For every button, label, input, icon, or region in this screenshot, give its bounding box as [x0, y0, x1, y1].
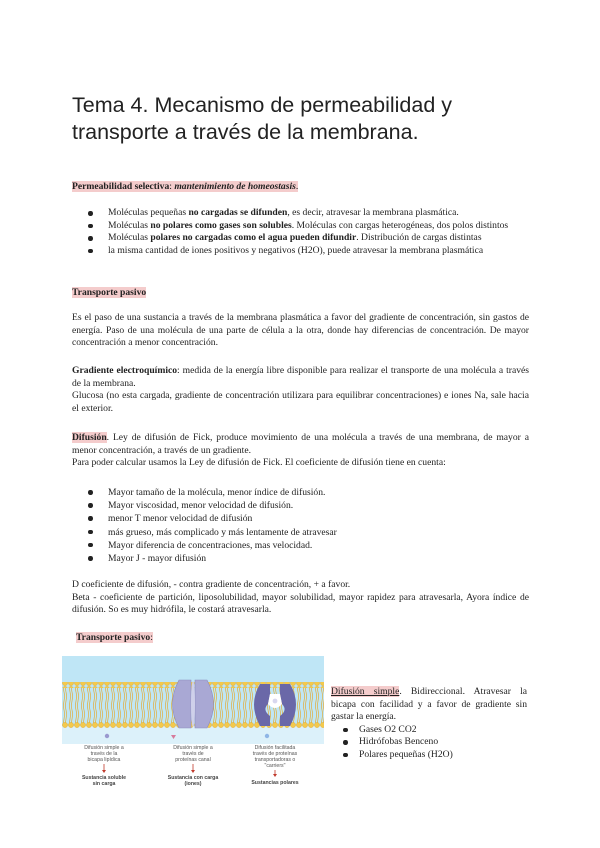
- fig-label: bicapa lipídica: [87, 757, 121, 763]
- fig-label: proteínas canal: [175, 757, 211, 763]
- list-item: Mayor tamaño de la molécula, menor índice de difusión.: [76, 486, 529, 499]
- difusion-paragraph: Difusión. Ley de difusión de Fick, produce movimiento de una molécula a través de una membrana, de mayor a menor concentración, a través de un gradiente. Para poder calcular usamos la Ley de difusión de Fick. El coeficiente de difusión tiene en cuenta:: [72, 432, 529, 469]
- solute-molecule: [105, 734, 109, 738]
- difusion-simple-term: Difusión simple: [331, 686, 400, 697]
- list-item: Polares pequeñas (H2O): [331, 749, 527, 762]
- section-heading-transporte-pasivo-2: Transporte pasivo:: [76, 632, 153, 643]
- list-item: más grueso, más complicado y más lentamente de atravesar: [76, 526, 529, 539]
- fig-label: "carriers": [264, 763, 286, 769]
- fig-label: Difusión simple a: [173, 745, 213, 751]
- membrane-transport-figure: [62, 656, 324, 814]
- list-item: Moléculas no polares como gases son solubles. Moléculas con cargas heterogéneas, dos polos distintos: [76, 220, 529, 233]
- selectiva-list: [76, 207, 529, 257]
- fig-label: Sustancia con carga: [167, 775, 219, 781]
- fig-label: transportadoras o: [254, 757, 296, 763]
- list-item: la misma cantidad de iones positivos y negativos (H2O), puede atravesar la membrana plasmática: [76, 245, 529, 258]
- gradiente-paragraph: Gradiente electroquímico: medida de la energía libre disponible para realizar el transporte de una molécula a través de la membrana. Glucosa (no esta cargada, gradiente de concentración utilizara para equilibrar concentraciones) e iones Na, sale hacia el exterior.: [72, 365, 529, 414]
- transporte-pasivo-paragraph: Es el paso de una sustancia a través de la membrana plasmática a favor del gradiente de concentración, sin gastos de energía. Paso de una molécula de una parte de célula a la otra, donde hay diferencias de concentración. De mayor concentración a menor concentración.: [72, 312, 529, 349]
- polar-molecule: [265, 734, 269, 738]
- list-item: Gases O2 CO2: [331, 724, 527, 737]
- gradiente-term: Gradiente electroquímico: [72, 365, 178, 376]
- list-item: Hidrófobas Benceno: [331, 736, 527, 749]
- section-heading-transporte-pasivo: Transporte pasivo: [72, 287, 147, 298]
- list-item: Mayor J - mayor difusión: [76, 552, 529, 565]
- list-item: menor T menor velocidad de difusión: [76, 512, 529, 525]
- fig-label: (iones): [184, 781, 202, 787]
- difusion-term: Difusión: [72, 432, 107, 443]
- fig-label: través de: [182, 751, 204, 757]
- fig-label: Difusión facilitada: [254, 745, 296, 751]
- fig-label: Sustancias polares: [251, 780, 299, 786]
- difusion-simple-list: [331, 724, 527, 762]
- fig-label: Sustancia soluble: [81, 775, 127, 781]
- section-heading-selectiva: Permeabilidad selectiva: mantenimiento de homeostasis.: [72, 181, 299, 192]
- list-item: Moléculas polares no cargadas como el agua pueden difundir. Distribución de cargas distintas: [76, 232, 529, 245]
- list-item: Mayor viscosidad, menor velocidad de difusión.: [76, 499, 529, 512]
- channel-protein: [173, 680, 214, 728]
- fig-label: sin carga: [92, 781, 116, 787]
- difusion-simple-paragraph: Difusión simple. Bidireccional. Atravesar la bicapa con facilidad y a favor de gradiente sin gastar la energía.: [331, 686, 527, 723]
- difusion-notes: D coeficiente de difusión, - contra gradiente de concentración, + a favor. Beta - coeficiente de partición, liposolubilidad, mayor solubilidad, mayor rapidez para atravesarla, Ayora índice de difusión. So es muy hidrófila, le costará atravesarla.: [72, 579, 529, 616]
- fig-label: Difusión simple a: [84, 745, 124, 751]
- list-item: Mayor diferencia de concentraciones, mas velocidad.: [76, 539, 529, 552]
- heading-text: Permeabilidad selectiva: [72, 181, 170, 192]
- membrane-diagram: [62, 656, 324, 814]
- fig-label: través de la: [90, 751, 118, 757]
- difusion-simple-block: [331, 686, 527, 762]
- heading-emphasis: mantenimiento de homeostasis: [174, 181, 296, 192]
- page-title: Tema 4. Mecanismo de permeabilidad y transporte a través de la membrana.: [72, 93, 453, 144]
- list-item: Moléculas pequeñas no cargadas se difunden, es decir, atravesar la membrana plasmática.: [76, 207, 529, 220]
- fig-label: través de proteínas: [252, 751, 298, 757]
- difusion-list: [76, 486, 529, 565]
